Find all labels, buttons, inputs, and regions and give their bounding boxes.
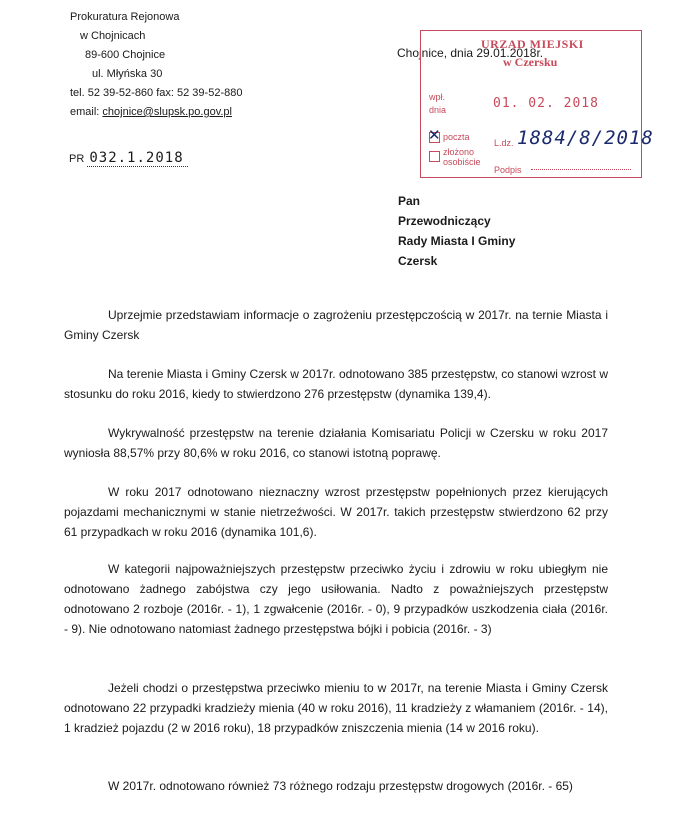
sender-city: w Chojnicach (80, 30, 146, 42)
sender-phone: tel. 52 39-52-860 fax: 52 39-52-880 (70, 87, 243, 99)
email-label: email: (70, 106, 103, 118)
case-reference (69, 150, 188, 166)
paragraph-detection-rate: Wykrywalność przestępstw na terenie działania Komisariatu Policji w Czersku w roku 2017 wyniosła 88,57% przy 80,6% w roku 2016, co stanowi istotną poprawę. (64, 426, 608, 460)
paragraph-property-crimes: Jeżeli chodzi o przestępstwa przeciwko mieniu to w 2017r, na terenie Miasta i Gminy Czersk odnotowano 22 przypadki kradzieży mienia (40 w roku 2016), 11 kradzieży z włamaniem (2016r. - 14), 1 kradzież pojazdu (2 w 2016 roku), 18 przypadków zniszczenia mienia (14 w 2016 roku). (64, 681, 608, 735)
paragraph-traffic-crimes: W 2017r. odnotowano również 73 różnego rodzaju przestępstw drogowych (2016r. - 65) (108, 779, 573, 793)
addressee-block (398, 191, 515, 271)
stamp-personal-label-2: osobiście (443, 157, 481, 167)
stamp-received-label: wpł. (429, 92, 446, 102)
stamp-date: 01. 02. 2018 (493, 96, 599, 111)
sender-email-line (70, 103, 330, 122)
place-date: Chojnice, dnia 29.01.2018r. (397, 46, 544, 60)
addressee-line-1: Pan (398, 194, 421, 208)
sender-name: Prokuratura Rejonowa (70, 11, 180, 23)
stamp-date-label: dnia (429, 105, 447, 115)
sender-postal: 89-600 Chojnice (85, 49, 166, 61)
reference-prefix: PR (69, 153, 85, 165)
reference-number: 032.1.2018 (87, 150, 187, 167)
paragraph-crime-count: Na terenie Miasta i Gminy Czersk w 2017r. odnotowano 385 przestępstw, co stanowi wzrost w stosunku do roku 2016, kiedy to stwierdzono 276 przestępstw (dynamika 139,4). (64, 367, 608, 401)
stamp-reg-number: 1884/8/2018 (517, 127, 654, 149)
addressee-line-2: Przewodniczący (398, 214, 491, 228)
stamp-signature-label: Podpis (494, 165, 522, 175)
personal-checkbox (429, 151, 440, 162)
receipt-stamp (420, 30, 654, 178)
stamp-personal-label-1: złożono (443, 147, 475, 157)
addressee-line-4: Czersk (398, 254, 438, 268)
paragraph-drunk-driving: W roku 2017 odnotowano nieznaczny wzrost przestępstw popełnionych przez kierujących pojazdami mechanicznymi w stanie nietrzeźwości. W 2017r. takich przestępstw stwierdzono 62 przy 61 przypadkach w roku 2016 (dynamika 101,6). (64, 485, 608, 539)
check-x-icon: ✕ (428, 127, 441, 144)
stamp-reg-label: L.dz. (494, 138, 514, 148)
stamp-town: w Czersku (503, 55, 558, 69)
sender-block (70, 8, 330, 122)
paragraph-intro: Uprzejmie przedstawiam informacje o zagrożeniu przestępczością w 2017r. na ternie Miasta i Gminy Czersk (64, 308, 608, 342)
addressee-line-3: Rady Miasta I Gminy (398, 234, 516, 248)
paragraph-serious-crimes: W kategorii najpoważniejszych przestępstw przeciwko życiu i zdrowiu w roku ubiegłym nie odnotowano żadnego zabójstwa czy jego usiłowania. Nadto z poważniejszych przestępstw odnotowano 2 rozboje (2016r. - 1), 1 zgwałcenie (2016r. - 0), 9 przypadków uszkodzenia ciała (2016r. - 9). Nie odnotowano natomiast żadnego przestępstwa bójki i pobicia (2016r. - 3) (64, 562, 608, 636)
signature-dotted-line (531, 169, 631, 170)
stamp-organization: URZĄD MIEJSKI (481, 37, 584, 51)
stamp-post-label: poczta (443, 132, 470, 142)
sender-street: ul. Młyńska 30 (92, 68, 163, 80)
sender-email: chojnice@slupsk.po.gov.pl (102, 106, 232, 118)
